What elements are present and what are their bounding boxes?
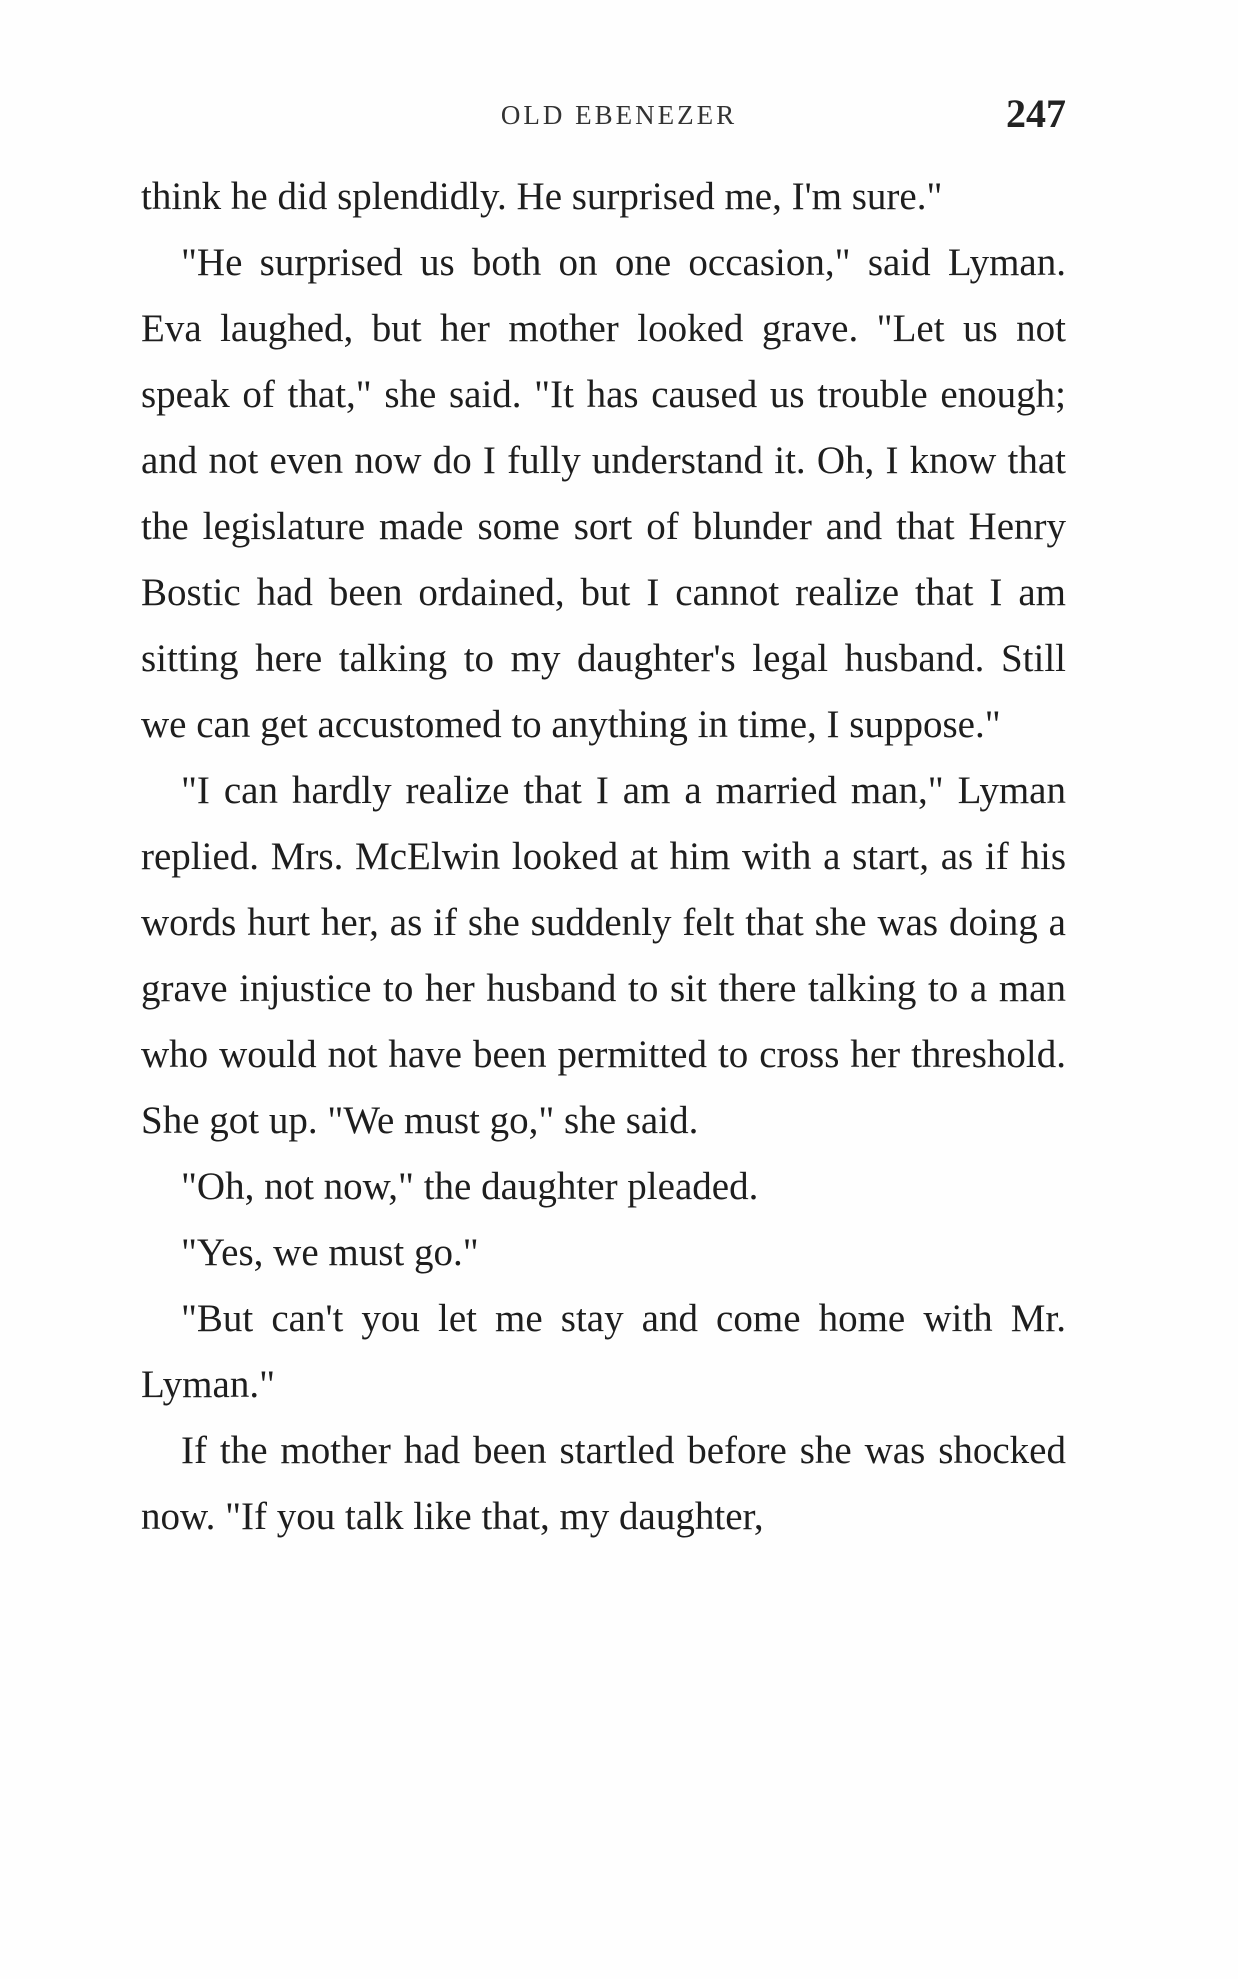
paragraph: "But can't you let me stay and come home with Mr. Lyman." (141, 1297, 1066, 1406)
paragraph: think he did splendidly. He surprised me, I'm sure." (141, 175, 943, 218)
running-title: OLD EBENEZER (500, 100, 738, 130)
paragraph: If the mother had been startled before she was shocked now. "If you talk like that, my daughter, (141, 1429, 1066, 1538)
paragraph: "Oh, not now," the daughter pleaded. (181, 1165, 759, 1208)
paragraph: "I can hardly realize that I am a married man," Lyman replied. Mrs. McElwin looked at him with a start, as if his words hurt her, as if she suddenly felt that she was doing a grave injustice to her husband to sit there talking to a man who would not have been permitted to cross her threshold. She got up. "We must go," she said. (141, 769, 1066, 1142)
paragraph: "He surprised us both on one occasion," said Lyman. Eva laughed, but her mother looked grave. "Let us not speak of that," she said. "It has caused us trouble enough; and not even now do I fully understand it. Oh, I know that the legislature made some sort of blunder and that Henry Bostic had been ordained, but I cannot realize that I am sitting here talking to my daughter's legal husband. Still we can get accustomed to anything in time, I suppose." (141, 241, 1066, 746)
body-text (141, 164, 1066, 1550)
paragraph: "Yes, we must go." (181, 1231, 479, 1274)
page-number: 247 (1006, 91, 1066, 136)
